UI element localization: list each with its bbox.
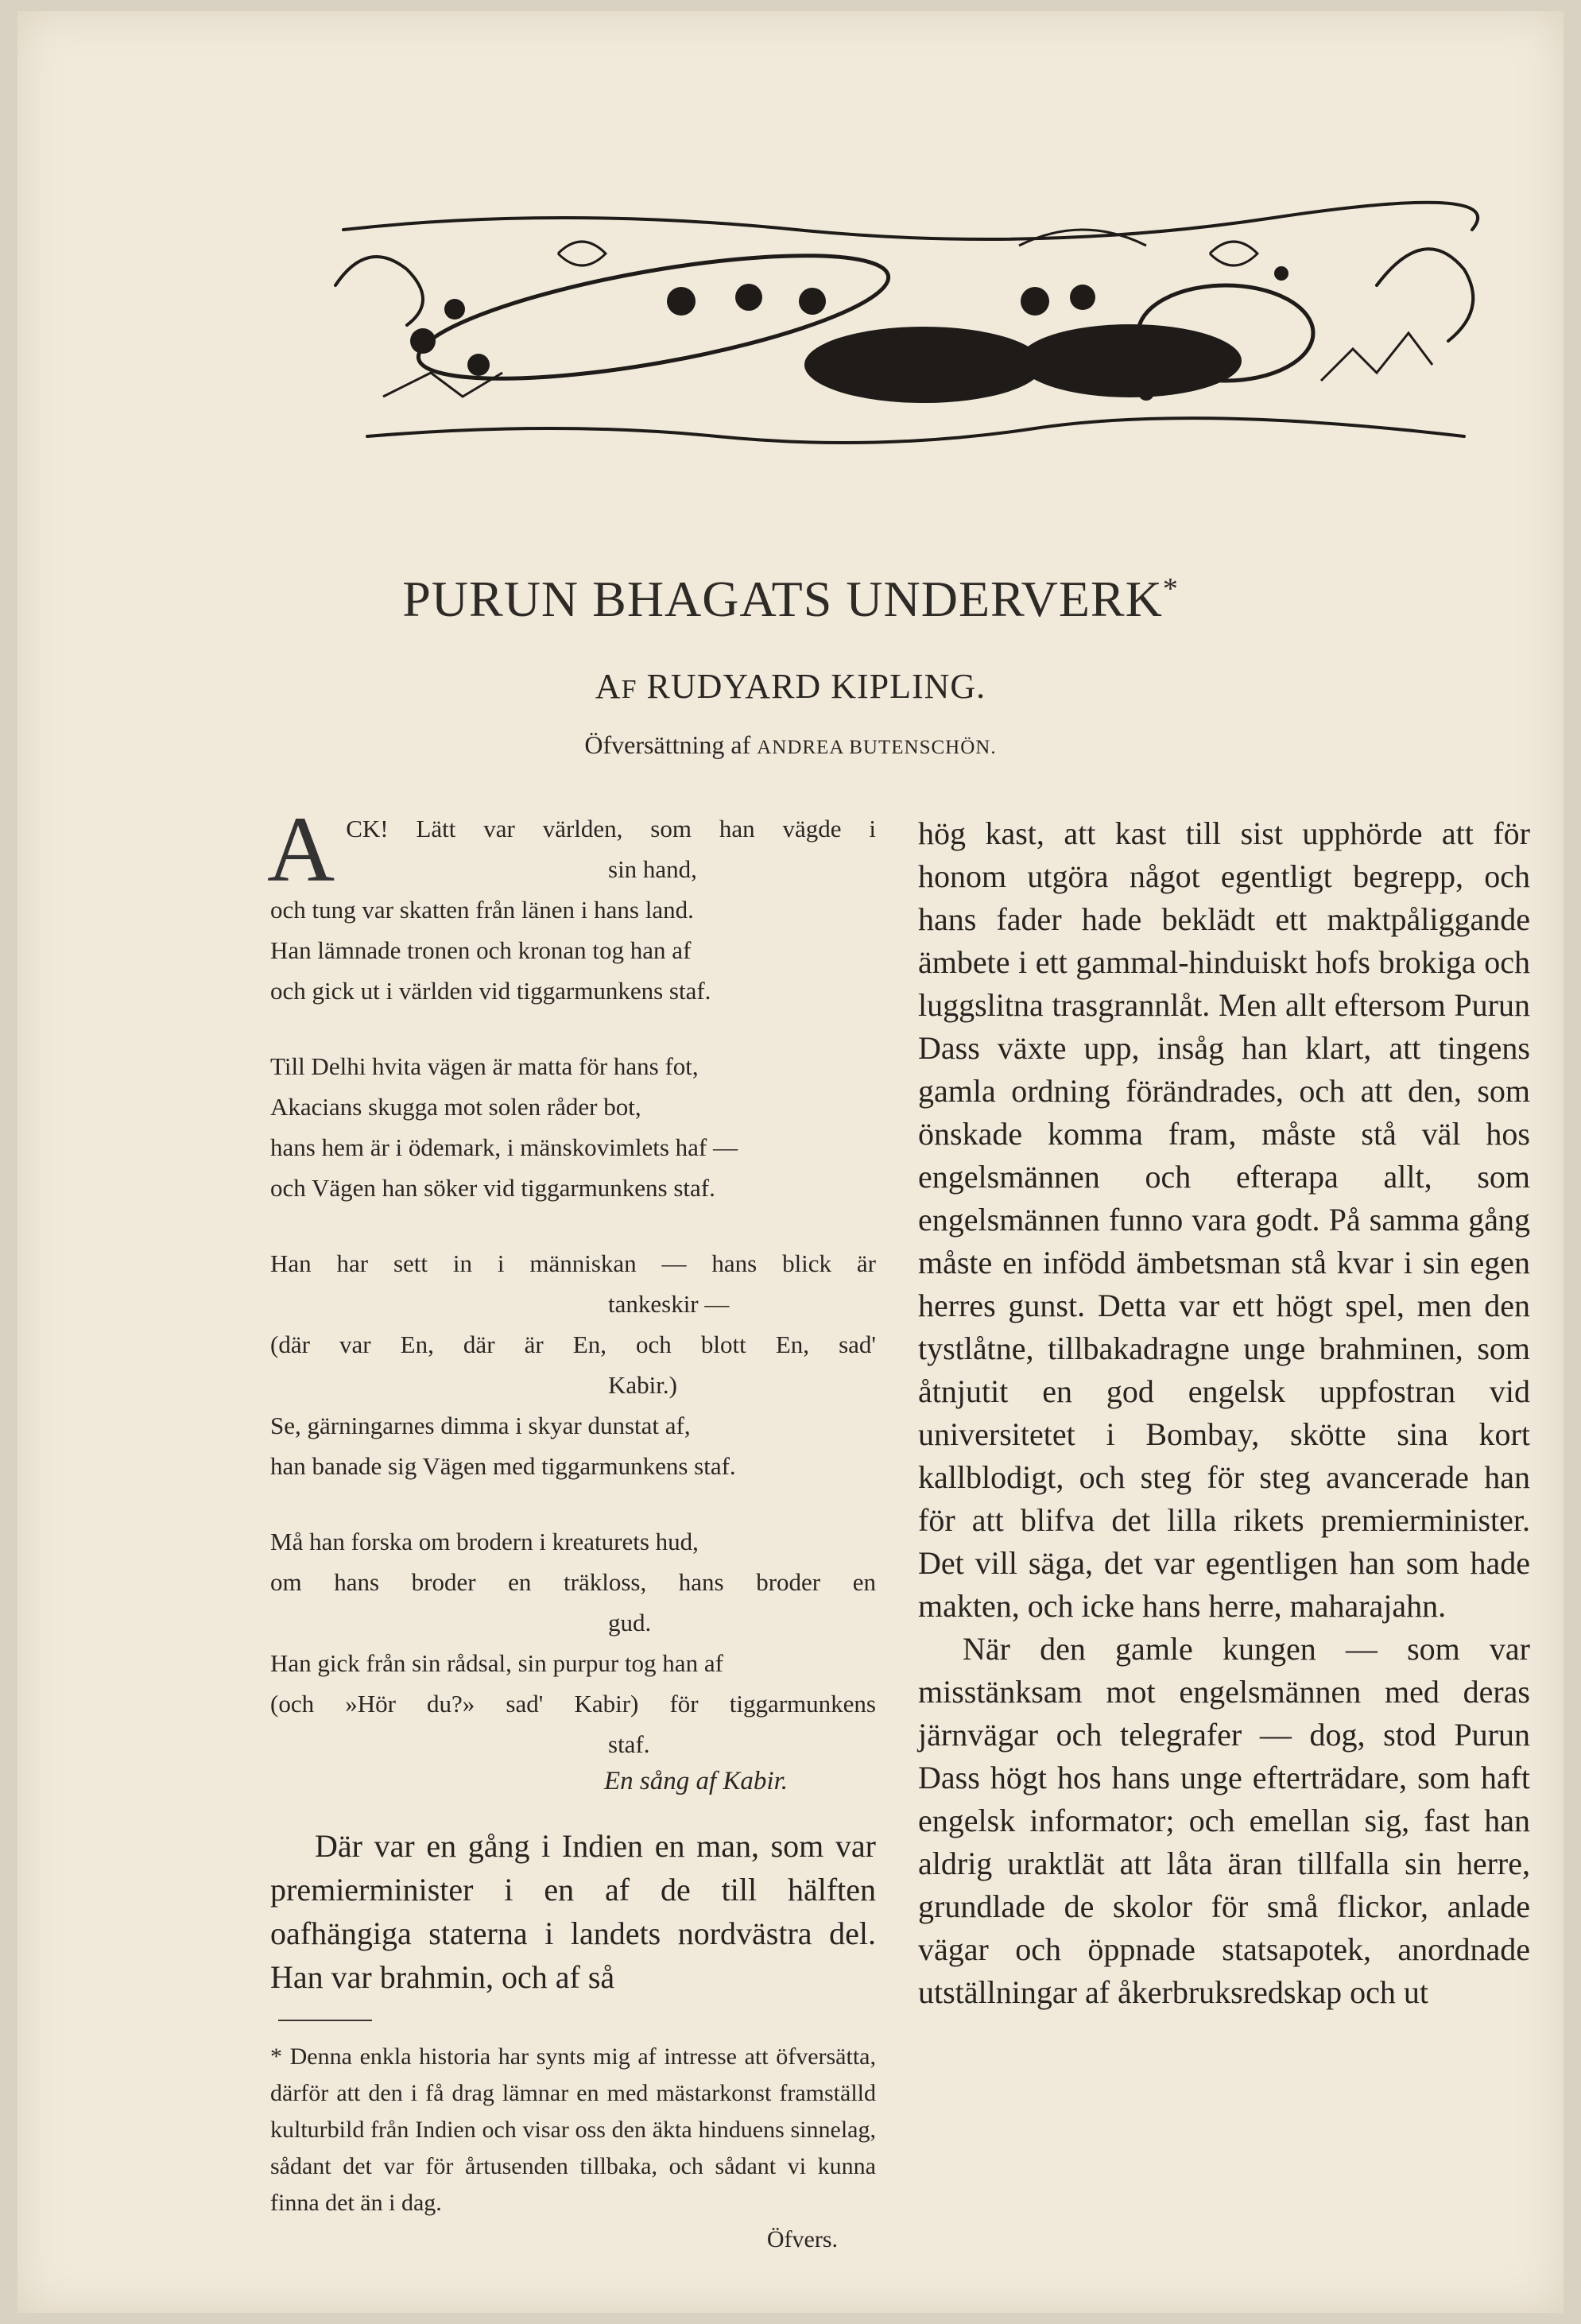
poem-line: hans hem är i ödemark, i mänskovimlets haf — (270, 1133, 738, 1161)
poem-stanza-1 (267, 797, 876, 1011)
author-name: RUDYARD KIPLING. (646, 667, 986, 706)
page (17, 11, 1564, 2313)
poem-line: CK! Lätt var världen, som han vägde i (346, 815, 876, 842)
paragraph: Där var en gång i Indien en man, som var premierminister i en af de till hälften oafhängiga staterna i landets nordvästra del. Han var brahmin, och af så (270, 1828, 876, 1995)
footnote (270, 2039, 876, 2258)
poem-line: Må han forska om brodern i kreaturets hud, (270, 1528, 699, 1555)
poem-line: gud. (608, 1609, 652, 1636)
poem-stanza-4 (270, 1521, 876, 1764)
footnote-signature: Öfvers. (766, 2226, 838, 2252)
article-title: PURUN BHAGATS UNDERVERK* (402, 571, 1179, 627)
paragraph: hög kast, att kast till sist upphörde att för honom utgöra något egentligt begrepp, och hans fader hade beklädt ett maktpåliggande ämbete i ett gammal-hinduiskt hofs brokiga och luggslitna trasgrannlåt. Men allt eftersom Purun Dass växte upp, insåg han klart, att tingens gamla ordning förändrades, och att den, som önskade komma fram, måste stå väl hos engelsmännen och efterapa allt, som engelsmännen funno vara godt. På samma gång måste en infödd ämbetsman stå kvar i sin egen herres gunst. Detta var ett högt spel, men den tystlåtne, tillbakadragne unge brahminen, som åtnjutit en god engelsk uppfostran vid universitetet i Bombay, skötte sina kort kallblodigt, och steg för steg avancerade han för att blifva det lilla rikets premierminister. Det vill säga, det var egentligen han som hade makten, och icke hans herre, maharajahn. (918, 815, 1530, 1624)
poem-line: han banade sig Vägen med tiggarmunkens staf. (270, 1452, 736, 1480)
poem-line: Han lämnade tronen och kronan tog han af (270, 936, 692, 964)
poem-line: (och »Hör du?» sad' Kabir) för tiggarmunkens (270, 1690, 876, 1718)
drop-cap: A (267, 797, 335, 901)
poem-line: sin hand, (608, 855, 697, 883)
poem-line: Akacians skugga mot solen råder bot, (270, 1093, 641, 1121)
paragraph: När den gamle kungen — som var misstänksam mot engelsmännen med deras järnvägar och telegrafer — dog, stod Purun Dass högt hos hans unge efterträdare, som haft engelsk informator; och emellan sig, fast han aldrig uraktlät att låta äran tillfalla sin herre, grundlade de skolor för små flickor, anlade vägar och öppnade statsapotek, anordnade utställningar af åkerbruksredskap och ut (918, 1631, 1530, 2010)
poem-line: Se, gärningarnes dimma i skyar dunstat af, (270, 1412, 691, 1439)
poem-line: Han har sett in i människan — hans blick är (270, 1249, 876, 1277)
poem-line: och Vägen han söker vid tiggarmunkens staf. (270, 1174, 715, 1202)
left-column (267, 797, 876, 2258)
right-column (918, 812, 1530, 2014)
poem-line: (där var En, där är En, och blott En, sad' (270, 1330, 876, 1358)
footnote-text: * Denna enkla historia har synts mig af intresse att öfversätta, därför att den i få drag lämnar en med mästarkonst framställd kulturbild från Indien och visar oss den äkta hinduens sinnelag, sådant det var för årtusenden tillbaka, och sådant vi kunna finna det än i dag. (270, 2043, 876, 2216)
poem-line: staf. (608, 1730, 650, 1758)
poem-line: om hans broder en träkloss, hans broder en (270, 1568, 876, 1596)
author-line: AF RUDYARD KIPLING. (595, 667, 986, 706)
body-text-left (270, 1824, 876, 1999)
poem-line: och gick ut i världen vid tiggarmunkens staf. (270, 977, 711, 1005)
poem-stanza-3 (270, 1243, 876, 1486)
poem-line: Till Delhi hvita vägen är matta för hans fot, (270, 1052, 699, 1080)
translator-line: Öfversättning af ANDREA BUTENSCHÖN. (584, 730, 997, 759)
footnote-divider (278, 2020, 372, 2021)
peacock-frieze-illustration (320, 198, 1488, 456)
poem-line: Han gick från sin rådsal, sin purpur tog han af (270, 1649, 723, 1677)
poem-stanza-2 (270, 1046, 876, 1208)
poem-line: tankeskir — (608, 1290, 730, 1318)
poem-line: och tung var skatten från länen i hans land. (270, 896, 694, 924)
poem-line: Kabir.) (608, 1371, 677, 1399)
title-footnote-mark: * (1162, 572, 1179, 606)
poem-attribution: En sång af Kabir. (604, 1767, 789, 1795)
